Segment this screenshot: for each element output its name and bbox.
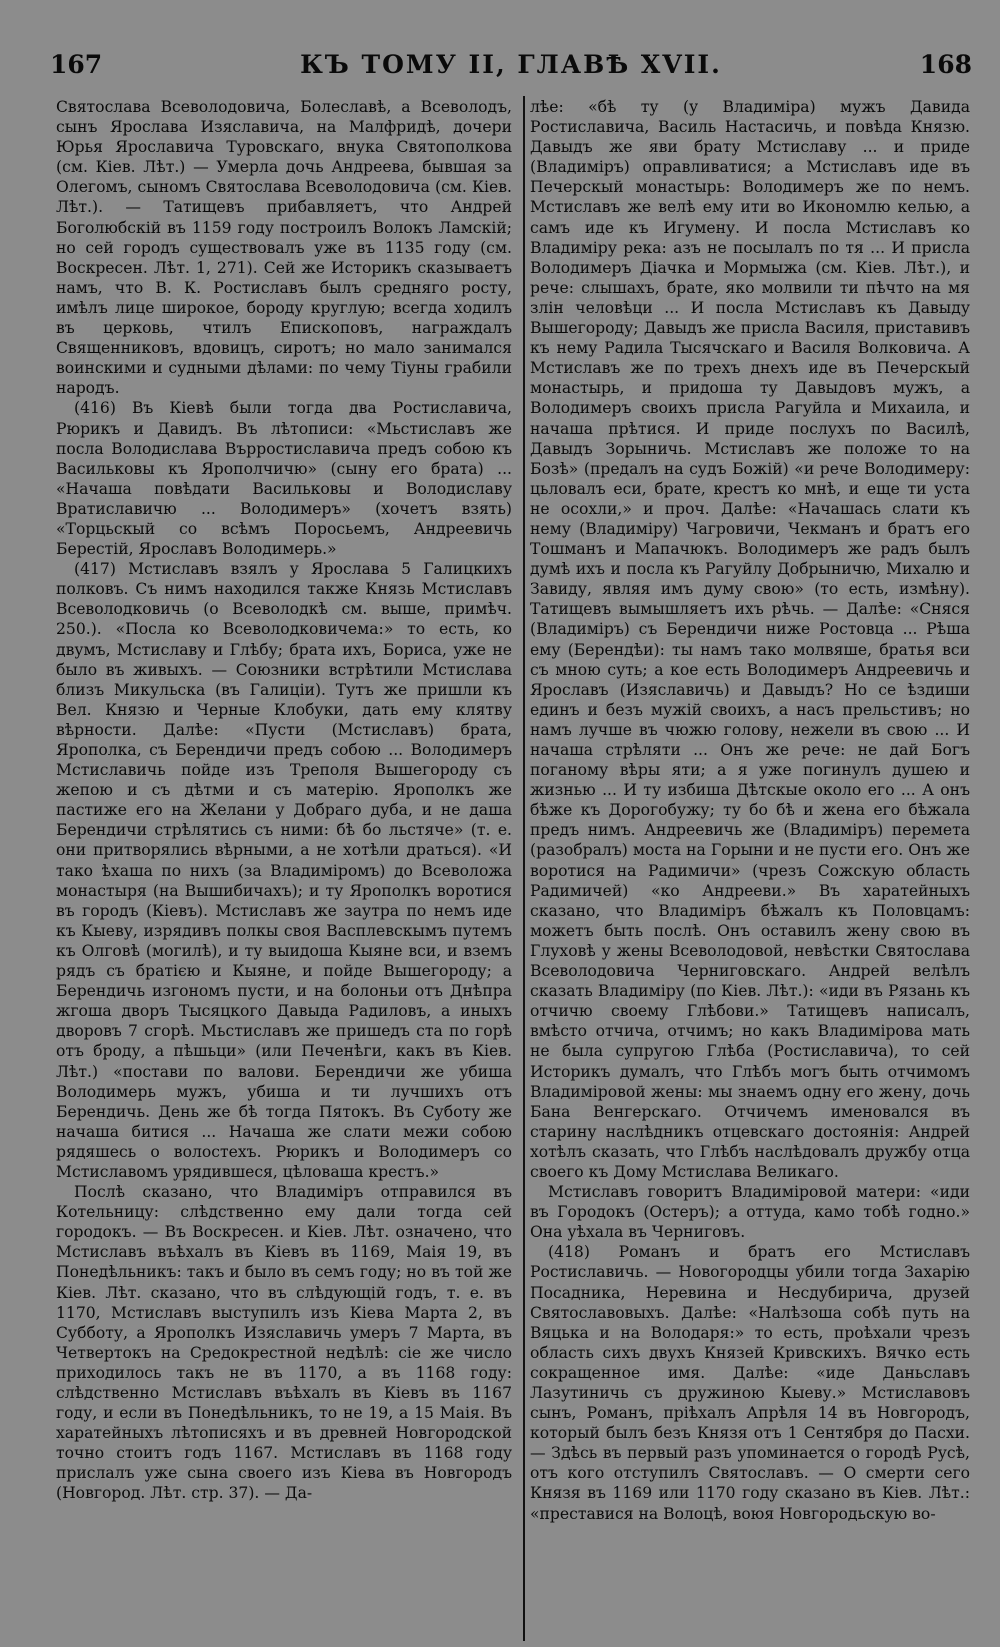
- paragraph: (418) Романъ и братъ его Мстиславъ Ростиславичь. — Новогородцы убили тогда Захарію Посадника, Неревина и Несдубирича, друзей Святославовыхъ. Далѣе: «Налѣзоша собѣ путь на Вяцька и на Володаря:» то есть, проѣхали чрезъ область сихъ двухъ Князей Кривскихъ. Вячко есть сокращенное имя. Далѣе: «иде Даньславъ Лазутиничь съ дружиною Кыеву.» Мстиславовъ сынъ, Романъ, пріѣхалъ Апрѣля 14 въ Новгородъ, который былъ безъ Князя отъ 1 Сентября до Пасхи. — Здѣсь въ первый разъ упоминается о городѣ Русѣ, отъ кого отступилъ Святославъ. — О смерти сего Князя въ 1169 или 1170 году сказано въ Кіев. Лѣт.: «преставися на Волоцѣ, воюя Новгородьскую во-: [530, 1243, 970, 1523]
- paragraph: (416) Въ Кіевѣ были тогда два Ростиславича, Рюрикъ и Давидъ. Въ лѣтописи: «Мьстиславъ же посла Володислава Върростиславича предъ собою къ Васильковы къ Ярополчичю» (сыну его брата) ... «Начаша повѣдати Васильковы и Володиславу Вратиславичю ... Володимеръ» (хочетъ взять) «Торцьскый со всѣмъ Поросьемъ, Андреевичь Берестій, Ярославъ Володимерь.»: [56, 399, 512, 559]
- page-header: [50, 50, 972, 84]
- paragraph: Мстиславъ говоритъ Владиміровой матери: «иди въ Городокъ (Остеръ); а оттуда, камо тобѣ годно.» Она уѣхала въ Черниговъ.: [530, 1183, 970, 1242]
- paragraph: Святослава Всеволодовича, Болеславѣ, а Всеволодъ, сынъ Ярослава Изяславича, на Малфридѣ, дочери Юрья Ярославича Туровскаго, внука Святополкова (см. Кіев. Лѣт.) — Умерла дочь Андреева, бывшая за Олегомъ, сыномъ Святослава Всеволодовича (см. Кіев. Лѣт.). — Татищевъ прибавляетъ, что Андрей Боголюбскій въ 1159 году построилъ Волокъ Ламскій; но сей городъ существовалъ уже въ 1135 году (см. Воскресен. Лѣт. 1, 271). Сей же Историкъ сказываетъ намъ, что В. К. Ростиславъ былъ средняго росту, имѣлъ лице широкое, бороду круглую; всегда ходилъ въ церковь, чтилъ Епископовъ, награждалъ Священниковъ, вдовицъ, сиротъ; но мало занимался воинскими и судными дѣлами: по чему Тіуны грабили народъ.: [56, 98, 512, 398]
- left-column: [56, 97, 512, 1642]
- page-number-left: 167: [50, 50, 103, 79]
- paragraph: лѣе: «бѣ ту (у Владиміра) мужъ Давида Ростиславича, Василь Настасичь, и повѣда Князю. Давыдъ же яви брату Мстиславу ... и приде (Владиміръ) оправливатися; а Мстиславъ иде въ Печерскый монастырь: Володимеръ же по немъ. Мстиславъ же велѣ ему ити во Икономлю келью, а самъ иде къ Игумену. И посла Мстиславъ ко Владиміру река: азъ не посылалъ по тя ... И присла Володимеръ Діачка и Мормыжа (см. Кіев. Лѣт.), и рече: слышахъ, брате, яко молвили ти пѣчто на мя злін человѣци ... И посла Мстиславъ къ Давыду Вышегороду; Давыдъ же присла Василя, приставивъ къ нему Радила Тысячскаго и Василя Волковича. А Мстиславъ же по трехъ днехъ иде въ Печерскый монастырь, и придоша ту Давыдовъ мужъ, а Володимеръ своихъ присла Рагуйла и Михаила, и начаша прѣтися. И приде послухъ по Василѣ, Давыдъ Зорыничь. Мстиславъ же положе то на Бозѣ» (предалъ на судъ Божій) «и рече Володимеру: цьловалъ еси, брате, крестъ ко мнѣ, и еще ти уста не осохли,» и проч. Далѣе: «Начашась слати къ нему (Владиміру) Чагровичи, Чекманъ и братъ его Тошманъ и Мапачюкъ. Володимеръ же радъ былъ думѣ ихъ и посла къ Рагуйлу Добрыничю, Михалю и Завиду, являя имъ думу свою» (то есть, измѣну). Татищевъ вымышляетъ ихъ рѣчь. — Далѣе: «Сняся (Владиміръ) съ Берендичи ниже Ростовца ... Рѣша ему (Берендѣи): ты намъ тако молвяше, братья вси съ мною суть; а кое есть Володимеръ Андреевичь и Ярославъ (Изяславичь) и Давыдъ? Но се ѣздиши единъ и безъ мужій своихъ, а насъ прельстивъ; но намъ лучше въ чюжю голову, нежели въ свою ... И начаша стрѣляти ... Онъ же рече: не дай Богъ поганому вѣры яти; а я уже погинулъ душею и жизнью ... И ту избиша Дѣтскые около его ... А онъ бѣже къ Дорогобужу; ту бо бѣ и жена его бѣжала предъ нимъ. Андреевичь же (Владиміръ) перемета (разобралъ) моста на Горыни и не пусти его. Онъ же воротися на Радимичи» (чрезъ Сожскую область Радимичей) «ко Андрееви.» Въ харатейныхъ сказано, что Владиміръ бѣжалъ къ Половцамъ: можетъ быть послѣ. Онъ оставилъ жену свою въ Глуховѣ у жены Всеволодовой, невѣстки Святослава Всеволодовича Черниговскаго. Андрей велѣлъ сказать Владиміру (по Кіев. Лѣт.): «иди въ Рязань къ отчичю своему Глѣбови.» Татищевъ написалъ, вмѣсто отчича, отчимъ; но какъ Владимірова мать не была супругою Глѣба (Ростиславича), то сей Историкъ думалъ, что Глѣбъ могъ быть отчимомъ Владиміровой жены: мы знаемъ одну его жену, дочь Бана Венгерскаго. Отчичемъ именовался въ старину наслѣдникъ отцевскаго достоянія: Андрей хотѣлъ сказать, что Глѣбъ наслѣдовалъ дружбу отца своего къ Дому Мстислава Великаго.: [530, 98, 970, 1181]
- right-column: [530, 97, 970, 1642]
- page-number-right: 168: [919, 50, 972, 79]
- running-title: КЪ ТОМУ II, ГЛАВѢ XVII.: [300, 50, 722, 79]
- paragraph: (417) Мстиславъ взялъ у Ярослава 5 Галицкихъ полковъ. Съ нимъ находился также Князь Мстиславъ Всеволодковичь (о Всеволодкѣ см. выше, примѣч. 250.). «Посла ко Всеволодковичема:» то есть, ко двумъ, Мстиславу и Глѣбу; брата ихъ, Бориса, уже не было въ живыхъ. — Союзники встрѣтили Мстислава близъ Микульска (въ Галиціи). Тутъ же пришли къ Вел. Князю и Черные Клобуки, дать ему клятву вѣрности. Далѣе: «Пусти (Мстиславъ) брата, Ярополка, съ Берендичи предъ собою ... Володимеръ Мстиславичь пойде изъ Треполя Вышегороду съ жепою и съ дѣтми и съ матерію. Ярополкъ же пастиже его на Желани у Добраго дуба, и не даша Берендичи стрѣлятись съ ними: бѣ бо льстяче» (т. е. они притворялись вѣрными, а не хотѣли драться). «И тако ѣхаша по нихъ (за Владиміромъ) до Всеволожа монастыря (на Вышибичахъ); и ту Ярополкъ воротися въ городъ (Кіевъ). Мстиславъ же заутра по немъ иде къ Кыеву, изрядивъ полкы своя Васплевскымъ путемъ къ Олговѣ (могилѣ), и ту выидоша Кыяне вси, и вземъ рядъ съ братією и Кыяне, и пойде Вышегороду; а Берендичь изгономъ пусти, и на болоньи отъ Днѣпра жгоша дворъ Тысяцкого Давыда Радиловъ, а иныхъ дворовъ 7 сгорѣ. Мьстиславъ же пришедъ ста по горѣ отъ броду, а пѣшьци» (или Печенѣги, какъ въ Кіев. Лѣт.) «постави по валови. Берендичи же убиша Володимерь мужъ, убиша и ти лучшихъ отъ Берендичь. День же бѣ тогда Пятокъ. Въ Суботу же начаша битися ... Начаша же слати межи собою рядяшесь о волостехъ. Рюрикъ и Володимеръ со Мстиславомъ урядившеся, цѣловаша крестъ.»: [56, 560, 512, 1181]
- paragraph: Послѣ сказано, что Владиміръ отправился въ Котельницу: слѣдственно ему дали тогда сей городокъ. — Въ Воскресен. и Кіев. Лѣт. означено, что Мстиславъ въѣхалъ въ Кіевъ въ 1169, Маія 19, въ Понедѣльникъ: такъ и было въ семъ году; но въ той же Кіев. Лѣт. сказано, что въ слѣдующій годъ, т. е. въ 1170, Мстиславъ выступилъ изъ Кіева Марта 2, въ Субботу, а Ярополкъ Изяславичь умеръ 7 Марта, въ Четвертокъ на Средокрестной недѣлѣ: сіе же число приходилось такъ не въ 1170, а въ 1168 году: слѣдственно Мстиславъ въѣхалъ въ Кіевъ въ 1167 году, и если въ Понедѣльникъ, то не 19, а 15 Маія. Въ харатейныхъ лѣтописяхъ и въ древней Новгородской точно стоитъ годъ 1167. Мстиславъ въ 1168 году прислалъ уже сына своего изъ Кіева въ Новгородъ (Новгород. Лѣт. стр. 37). — Да-: [56, 1183, 512, 1503]
- column-divider: [523, 96, 525, 1641]
